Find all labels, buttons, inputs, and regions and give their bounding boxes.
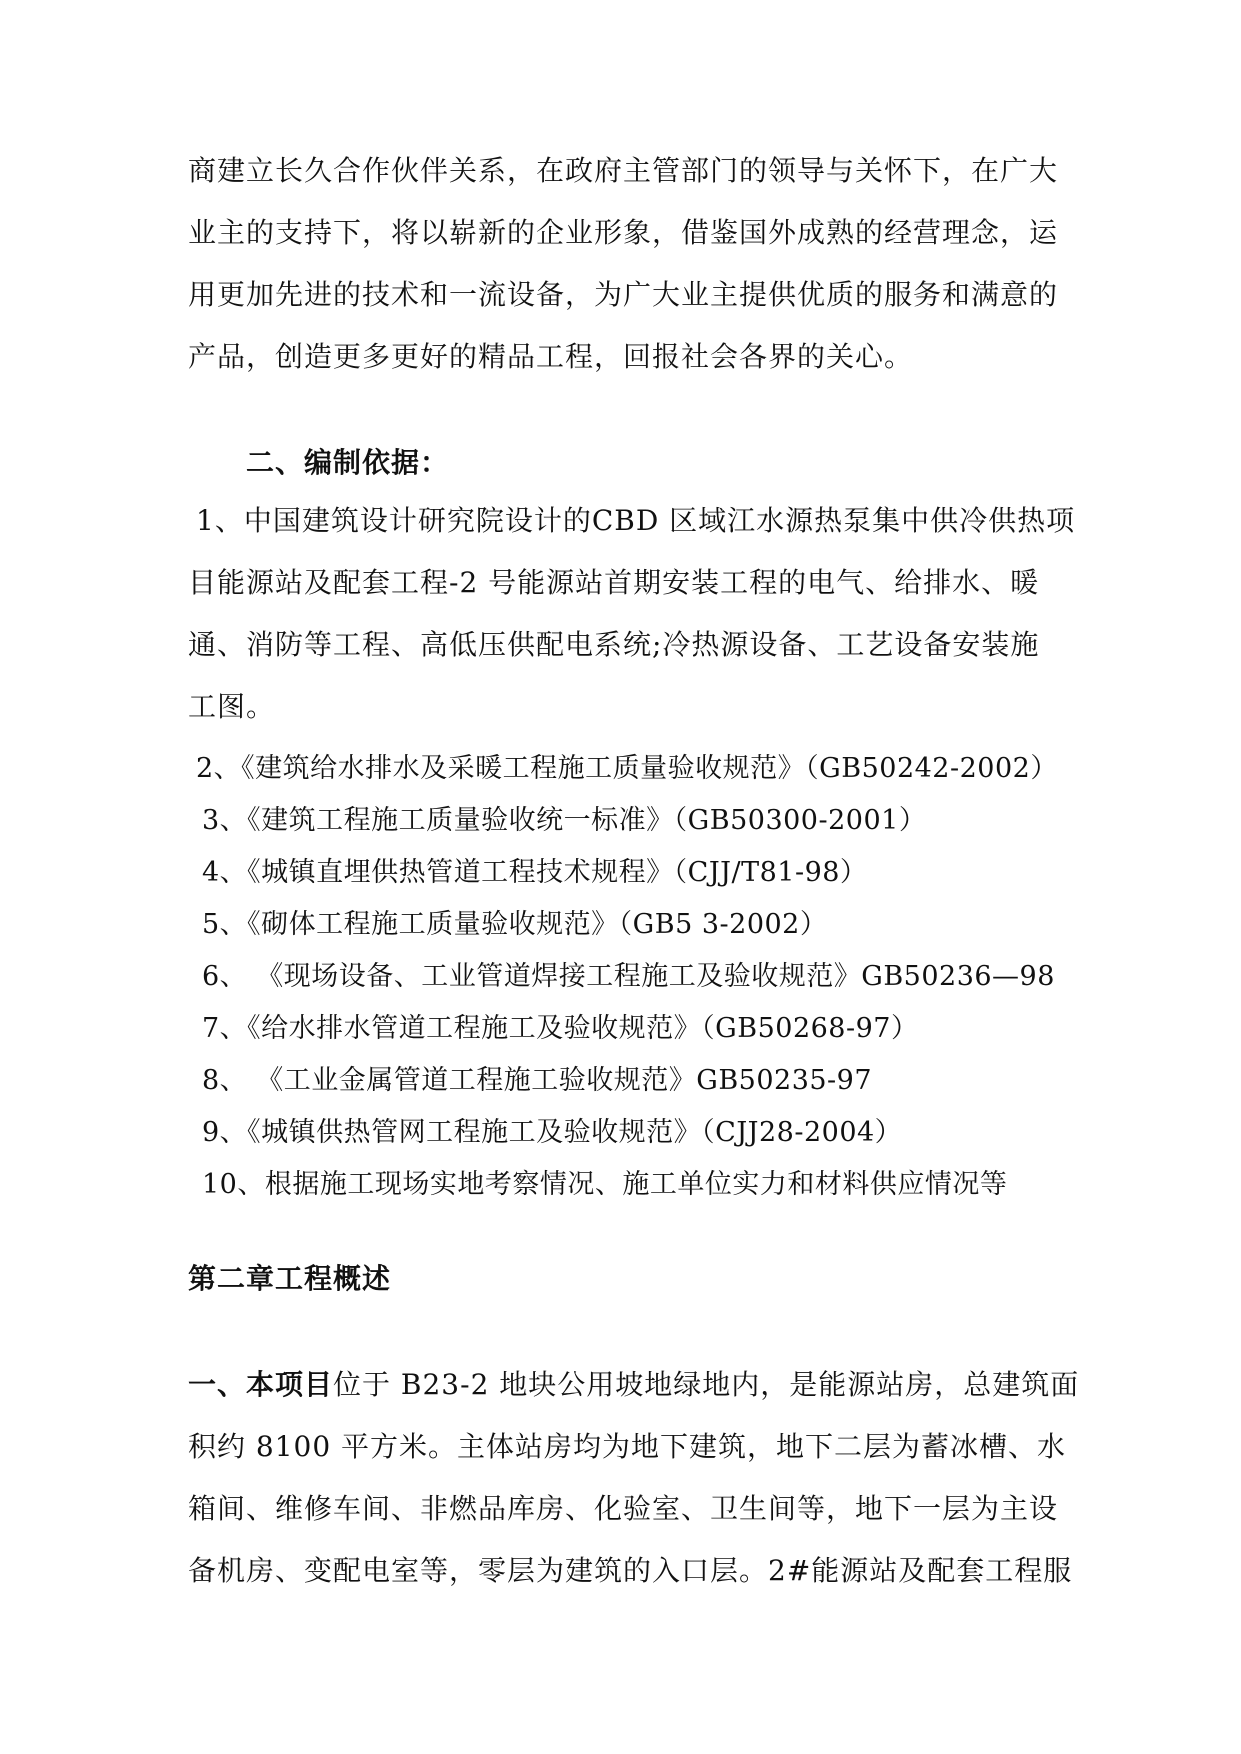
overview-lead-text: 位于 B23-2 地块公用坡地绿地内，是能源站房，总建筑面	[333, 1368, 1080, 1401]
intro-line: 产品，创造更多更好的精品工程，回报社会各界的关心。	[188, 340, 914, 373]
basis-item-1-line: 通、消防等工程、高低压供配电系统;冷热源设备、工艺设备安装施	[188, 628, 1040, 661]
basis-item: 5、《砌体工程施工质量验收规范》（GB5 3-2002）	[202, 909, 828, 940]
basis-item-1-line: 工图。	[188, 690, 276, 723]
basis-item: 3、《建筑工程施工质量验收统一标准》（GB50300-2001）	[202, 805, 927, 836]
basis-item: 7、《给水排水管道工程施工及验收规范》（GB50268-97）	[202, 1013, 919, 1044]
basis-item: 9、《城镇供热管网工程施工及验收规范》（CJJ28-2004）	[202, 1117, 903, 1148]
basis-item-1	[188, 490, 1076, 738]
basis-item: 4、《城镇直埋供热管道工程技术规程》（CJJ/T81-98）	[202, 857, 868, 888]
intro-line: 商建立长久合作伙伴关系，在政府主管部门的领导与关怀下，在广大	[188, 154, 1059, 187]
intro-line: 业主的支持下，将以崭新的企业形象，借鉴国外成熟的经营理念，运	[188, 216, 1059, 249]
overview-paragraph	[188, 1354, 1080, 1602]
overview-line: 备机房、变配电室等，零层为建筑的入口层。2#能源站及配套工程服	[188, 1554, 1073, 1587]
intro-paragraph	[188, 140, 1060, 388]
section-heading-basis: 二、编制依据：	[246, 446, 450, 479]
basis-item: 10、根据施工现场实地考察情况、施工单位实力和材料供应情况等	[202, 1169, 1008, 1200]
basis-item-1-line: 目能源站及配套工程-2 号能源站首期安装工程的电气、给排水、暖	[188, 566, 1040, 599]
overview-line-first	[188, 1354, 1080, 1416]
overview-line: 箱间、维修车间、非燃品库房、化验室、卫生间等，地下一层为主设	[188, 1492, 1059, 1525]
overview-lead: 一、本项目	[188, 1368, 334, 1401]
basis-item-1-line: 1、中国建筑设计研究院设计的CBD 区域江水源热泵集中供冷供热项	[196, 504, 1076, 537]
overview-line: 积约 8100 平方米。主体站房均为地下建筑，地下二层为蓄冰槽、水	[188, 1430, 1067, 1463]
intro-line: 用更加先进的技术和一流设备，为广大业主提供优质的服务和满意的	[188, 278, 1059, 311]
basis-item: 6、 《现场设备、工业管道焊接工程施工及验收规范》GB50236—98	[202, 961, 1055, 992]
basis-item: 2、《建筑给水排水及采暖工程施工质量验收规范》（GB50242-2002）	[196, 753, 1058, 784]
chapter-title: 第二章工程概述	[188, 1262, 392, 1295]
basis-item: 8、 《工业金属管道工程施工验收规范》GB50235-97	[202, 1065, 873, 1096]
